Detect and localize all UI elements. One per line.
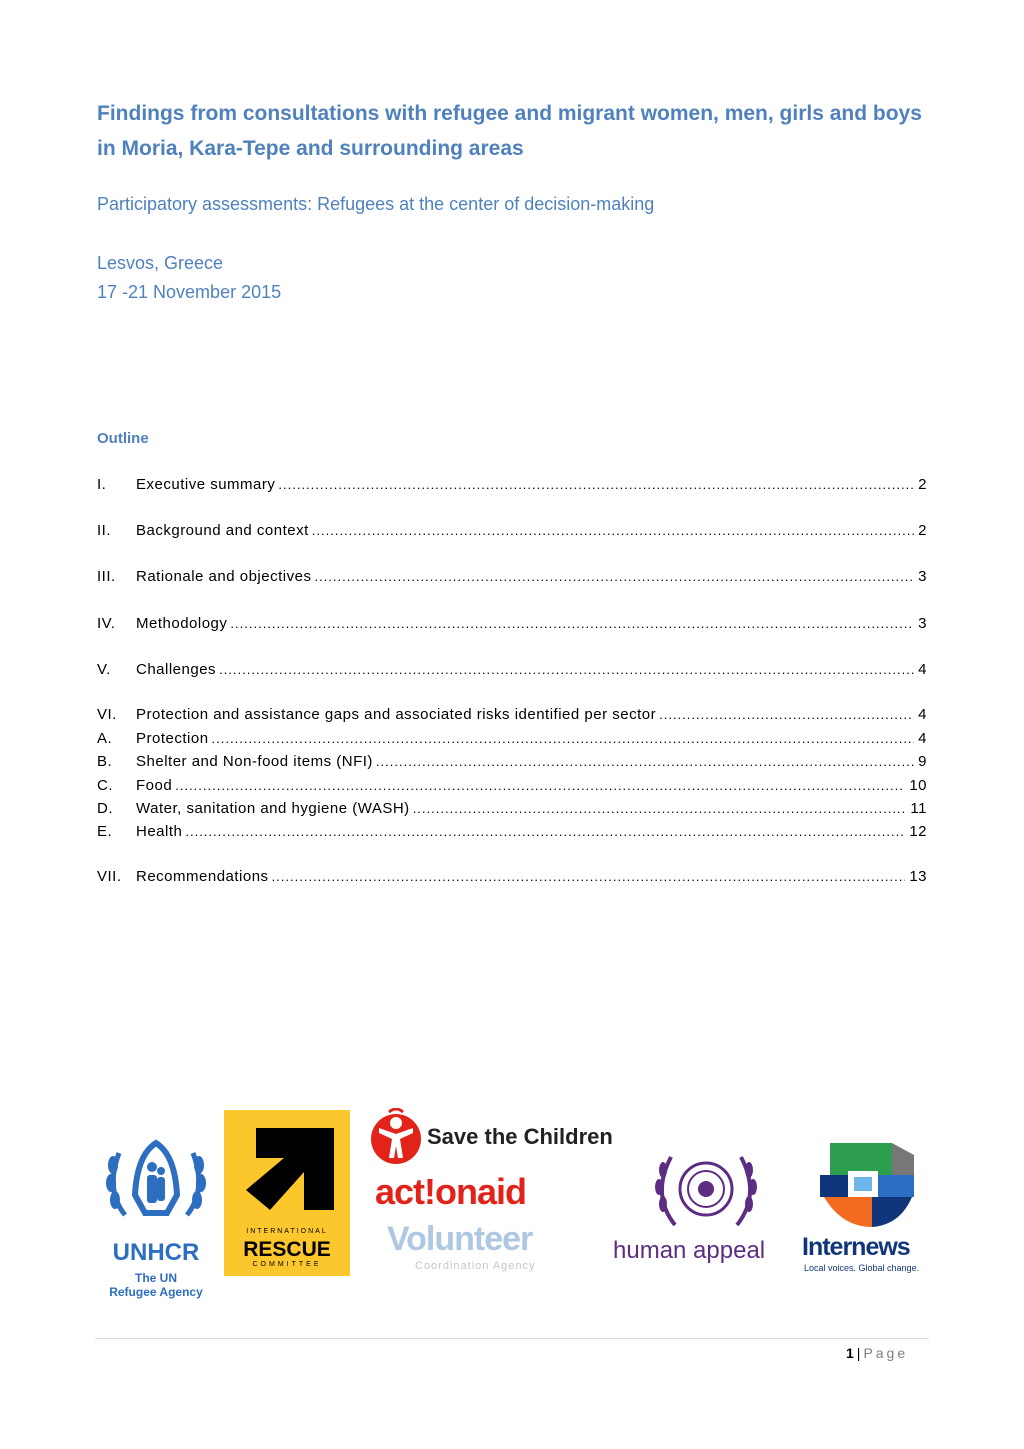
- irc-line2: RESCUE: [243, 1238, 331, 1261]
- outline-heading: Outline: [97, 430, 149, 447]
- toc-label: Water, sanitation and hygiene (WASH): [136, 800, 410, 817]
- toc-leader-dots: [413, 801, 907, 816]
- toc-entry-shelter[interactable]: [97, 753, 927, 775]
- toc-page-number: 12: [909, 823, 927, 840]
- toc-number: VII.: [97, 868, 122, 885]
- unhcr-tagline: [97, 1271, 215, 1299]
- toc-page-number: 3: [918, 615, 927, 632]
- toc-entry-recommendations[interactable]: [97, 868, 927, 890]
- toc-page-number: 13: [909, 868, 927, 885]
- toc-number: V.: [97, 661, 111, 678]
- toc-leader-dots: [230, 616, 914, 631]
- toc-entry-executive-summary[interactable]: [97, 476, 927, 498]
- toc-number: B.: [97, 753, 113, 770]
- save-the-children-wordmark: Save the Children: [427, 1124, 613, 1149]
- volunteer-wordmark: Volunteer: [387, 1220, 533, 1258]
- toc-number: III.: [97, 568, 116, 585]
- document-title: Findings from consultations with refugee and migrant women, men, girls and boys in Moria, Kara-Tepe and surrounding areas: [97, 102, 922, 160]
- toc-number: VI.: [97, 706, 117, 723]
- toc-leader-dots: [278, 477, 914, 492]
- page-number: 1: [846, 1345, 854, 1361]
- toc-number: D.: [97, 800, 113, 817]
- toc-number: II.: [97, 522, 112, 539]
- toc-number: I.: [97, 476, 107, 493]
- unhcr-emblem-icon: [97, 1135, 215, 1235]
- toc-number: C.: [97, 777, 113, 794]
- document-location: Lesvos, Greece: [97, 253, 224, 273]
- toc-label: Protection: [136, 730, 209, 747]
- toc-label: Protection and assistance gaps and associated risks identified per sector: [136, 706, 657, 723]
- toc-page-number: 11: [910, 800, 927, 817]
- toc-label: Challenges: [136, 661, 217, 678]
- toc-entry-protection[interactable]: [97, 730, 927, 752]
- toc-entry-challenges[interactable]: [97, 661, 927, 683]
- human-appeal-emblem-icon: [613, 1145, 799, 1235]
- document-dates: 17 -21 November 2015: [97, 282, 282, 302]
- toc-page-number: 9: [918, 753, 927, 770]
- toc-leader-dots: [312, 523, 914, 538]
- toc-label: Methodology: [136, 615, 228, 632]
- irc-line3: COMMITTEE: [252, 1261, 322, 1268]
- toc-leader-dots: [272, 869, 906, 884]
- toc-entry-rationale[interactable]: [97, 568, 927, 590]
- page-footer: [846, 1345, 908, 1361]
- toc-label: Shelter and Non-food items (NFI): [136, 753, 373, 770]
- toc-number: A.: [97, 730, 113, 747]
- internews-tagline: Local voices. Global change.: [804, 1263, 920, 1273]
- save-the-children-logo: [369, 1108, 639, 1168]
- toc-page-number: 2: [918, 522, 927, 539]
- internews-emblem-icon: [802, 1135, 942, 1231]
- unhcr-logo: [97, 1135, 215, 1299]
- toc-leader-dots: [219, 662, 914, 677]
- unhcr-tagline-line2: Refugee Agency: [109, 1285, 203, 1299]
- unhcr-tagline-line1: The UN: [135, 1271, 177, 1285]
- human-appeal-logo: [613, 1145, 799, 1275]
- toc-page-number: 3: [918, 568, 927, 585]
- irc-arrow-icon: [224, 1110, 350, 1222]
- human-appeal-wordmark: human appeal: [613, 1237, 766, 1264]
- internews-logo: [802, 1135, 942, 1281]
- internews-wordmark: Internews: [802, 1233, 910, 1261]
- toc-entry-wash[interactable]: [97, 800, 927, 822]
- toc-entry-food[interactable]: [97, 777, 927, 799]
- toc-number: E.: [97, 823, 113, 840]
- toc-label: Executive summary: [136, 476, 276, 493]
- toc-number: IV.: [97, 615, 116, 632]
- unhcr-wordmark: UNHCR: [112, 1239, 200, 1266]
- toc-entry-methodology[interactable]: [97, 615, 927, 637]
- toc-leader-dots: [314, 569, 914, 584]
- toc-leader-dots: [376, 754, 914, 769]
- toc-page-number: 4: [918, 661, 927, 678]
- irc-logo: [224, 1110, 350, 1276]
- toc-label: Rationale and objectives: [136, 568, 312, 585]
- toc-leader-dots: [185, 824, 905, 839]
- toc-leader-dots: [175, 778, 905, 793]
- volunteer-logo: [375, 1220, 595, 1276]
- toc-label: Health: [136, 823, 183, 840]
- toc-entry-protection-gaps[interactable]: [97, 706, 927, 728]
- footer-separator: |: [856, 1345, 861, 1361]
- toc-entry-background[interactable]: [97, 522, 927, 544]
- toc-page-number: 10: [909, 777, 927, 794]
- toc-leader-dots: [659, 707, 914, 722]
- toc-page-number: 4: [918, 730, 927, 747]
- footer-divider: [95, 1338, 929, 1339]
- toc-leader-dots: [212, 731, 915, 746]
- toc-label: Recommendations: [136, 868, 269, 885]
- actionaid-logo: act!onaid: [375, 1171, 527, 1212]
- toc-label: Background and context: [136, 522, 309, 539]
- irc-line1: INTERNATIONAL: [246, 1228, 328, 1235]
- save-the-children-emblem-icon: [369, 1108, 423, 1166]
- toc-page-number: 2: [918, 476, 927, 493]
- toc-page-number: 4: [918, 706, 927, 723]
- toc-entry-health[interactable]: [97, 823, 927, 845]
- document-subtitle: Participatory assessments: Refugees at the center of decision-making: [97, 194, 655, 214]
- page-label: Page: [863, 1345, 909, 1361]
- volunteer-tagline: Coordination Agency: [415, 1260, 536, 1272]
- toc-label: Food: [136, 777, 173, 794]
- partner-logos: [97, 1105, 937, 1299]
